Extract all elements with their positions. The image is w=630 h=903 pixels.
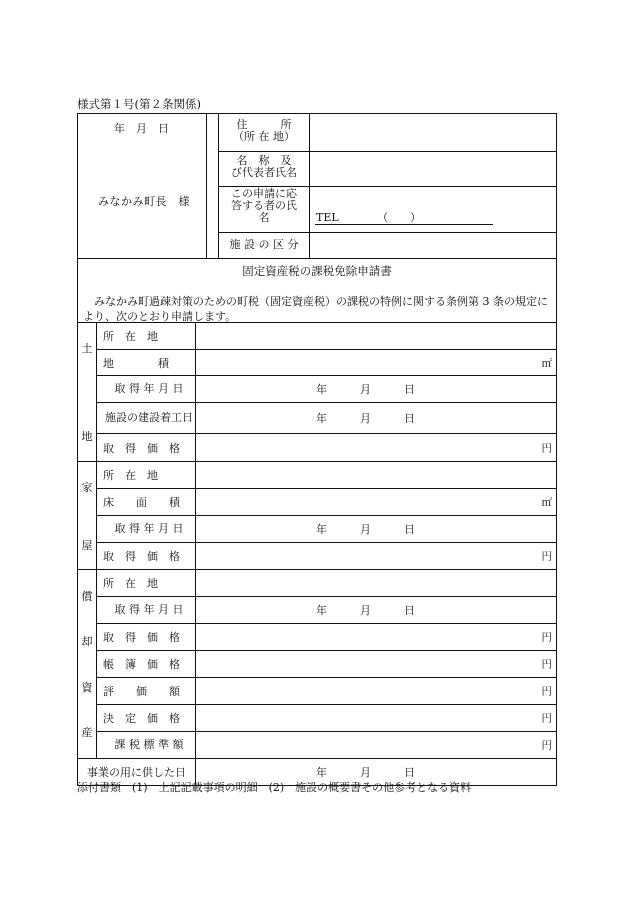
form-number-label: 様式第１号(第２条関係) xyxy=(77,97,201,111)
row-label: 取 得 年 月 日 xyxy=(97,597,196,624)
value-field[interactable] xyxy=(196,403,557,434)
table-row xyxy=(78,597,557,624)
document-title: 固定資産税の課税免除申請書 xyxy=(242,264,392,278)
table-row xyxy=(78,434,557,462)
row-label: 所 在 地 xyxy=(97,570,196,597)
value-field[interactable] xyxy=(196,516,557,543)
unit-label: 円 xyxy=(541,631,552,644)
business-start-label: 事業の用に供した日 xyxy=(78,759,196,786)
tel-field[interactable]: TEL （ ） xyxy=(316,211,422,224)
value-field[interactable] xyxy=(196,543,557,570)
category-char: 屋 xyxy=(81,538,93,552)
value-field[interactable] xyxy=(196,624,557,651)
row-label: 取 得 価 格 xyxy=(97,624,196,651)
value-field[interactable] xyxy=(196,597,557,624)
row-label: 評 価 額 xyxy=(97,678,196,705)
unit-label: 円 xyxy=(541,739,552,752)
date-placeholder: 年 月 日 xyxy=(316,383,415,396)
table-row xyxy=(78,543,557,570)
table-row xyxy=(78,350,557,376)
row-label: 床 面 積 xyxy=(97,489,196,516)
preamble-text: みなかみ町過疎対策のための町税（固定資産税）の課税の特例に関する条例第 3 条の規定により、次のとおり申請します。 xyxy=(83,295,548,323)
row-label: 決 定 価 格 xyxy=(97,705,196,732)
table-row xyxy=(78,624,557,651)
category-char: 却 xyxy=(81,635,93,649)
value-field[interactable] xyxy=(196,462,557,489)
row-label: 地 積 xyxy=(97,350,196,376)
addressee: みなかみ町長 様 xyxy=(98,195,190,208)
applicant-header-block xyxy=(77,113,557,258)
category-char: 資 xyxy=(81,680,93,694)
respondent-name-label: この申請に応 答する者の氏 名 xyxy=(231,187,297,224)
unit-label: 円 xyxy=(541,658,552,671)
property-table xyxy=(77,322,557,786)
row-label: 帳 簿 価 格 xyxy=(97,651,196,678)
name-representative-label: 名 称 及 び代表者氏名 xyxy=(231,154,297,179)
attachments-note: 添付書類 (1) 上記記載事項の明細 (2) 施設の概要書その他参考となる資料 xyxy=(77,781,472,794)
value-field[interactable] xyxy=(196,570,557,597)
category-char: 地 xyxy=(81,430,93,443)
address-label: 住 所 （所 在 地） xyxy=(233,118,295,143)
category-char: 家 xyxy=(81,480,93,494)
row-label: 取 得 価 格 xyxy=(97,543,196,570)
unit-label: 円 xyxy=(541,712,552,725)
category-cell xyxy=(78,462,97,570)
value-field[interactable] xyxy=(196,732,557,759)
category-char: 土 xyxy=(81,342,93,355)
row-label: 取 得 年 月 日 xyxy=(97,376,196,403)
table-row xyxy=(78,705,557,732)
value-field[interactable] xyxy=(196,434,557,462)
unit-label: ㎡ xyxy=(541,357,552,369)
row-label: 取 得 価 格 xyxy=(97,434,196,462)
value-field[interactable] xyxy=(196,323,557,350)
table-row xyxy=(78,489,557,516)
date-placeholder: 年 月 日 xyxy=(316,604,415,617)
table-row xyxy=(78,376,557,403)
table-row xyxy=(78,462,557,489)
table-row xyxy=(78,516,557,543)
value-field[interactable] xyxy=(196,678,557,705)
date-placeholder: 年 月 日 xyxy=(316,412,415,425)
category-char: 償 xyxy=(81,590,93,603)
row-label: 所 在 地 xyxy=(97,462,196,489)
table-row xyxy=(78,651,557,678)
table-row xyxy=(78,323,557,350)
row-label: 施設の建設着工日 xyxy=(97,403,196,434)
facility-category-label: 施 設 の 区 分 xyxy=(229,238,299,251)
table-row xyxy=(78,403,557,434)
category-cell xyxy=(78,570,97,759)
unit-label: 円 xyxy=(541,685,552,698)
unit-label: 円 xyxy=(541,442,552,454)
table-row xyxy=(78,732,557,759)
value-field[interactable] xyxy=(196,376,557,403)
date-placeholder: 年 月 日 xyxy=(316,523,415,536)
category-cell xyxy=(78,323,97,462)
title-block xyxy=(77,258,557,322)
value-field[interactable] xyxy=(196,350,557,376)
application-date: 年 月 日 xyxy=(114,122,169,135)
category-char: 産 xyxy=(81,725,93,739)
row-label: 所 在 地 xyxy=(97,323,196,350)
table-row xyxy=(78,678,557,705)
value-field[interactable] xyxy=(196,651,557,678)
date-placeholder: 年 月 日 xyxy=(316,766,415,779)
row-label: 取 得 年 月 日 xyxy=(97,516,196,543)
table-row xyxy=(78,570,557,597)
unit-label: ㎡ xyxy=(541,496,552,509)
unit-label: 円 xyxy=(541,550,552,563)
row-label: 課 税 標 準 額 xyxy=(97,732,196,759)
value-field[interactable] xyxy=(196,489,557,516)
value-field[interactable] xyxy=(196,705,557,732)
